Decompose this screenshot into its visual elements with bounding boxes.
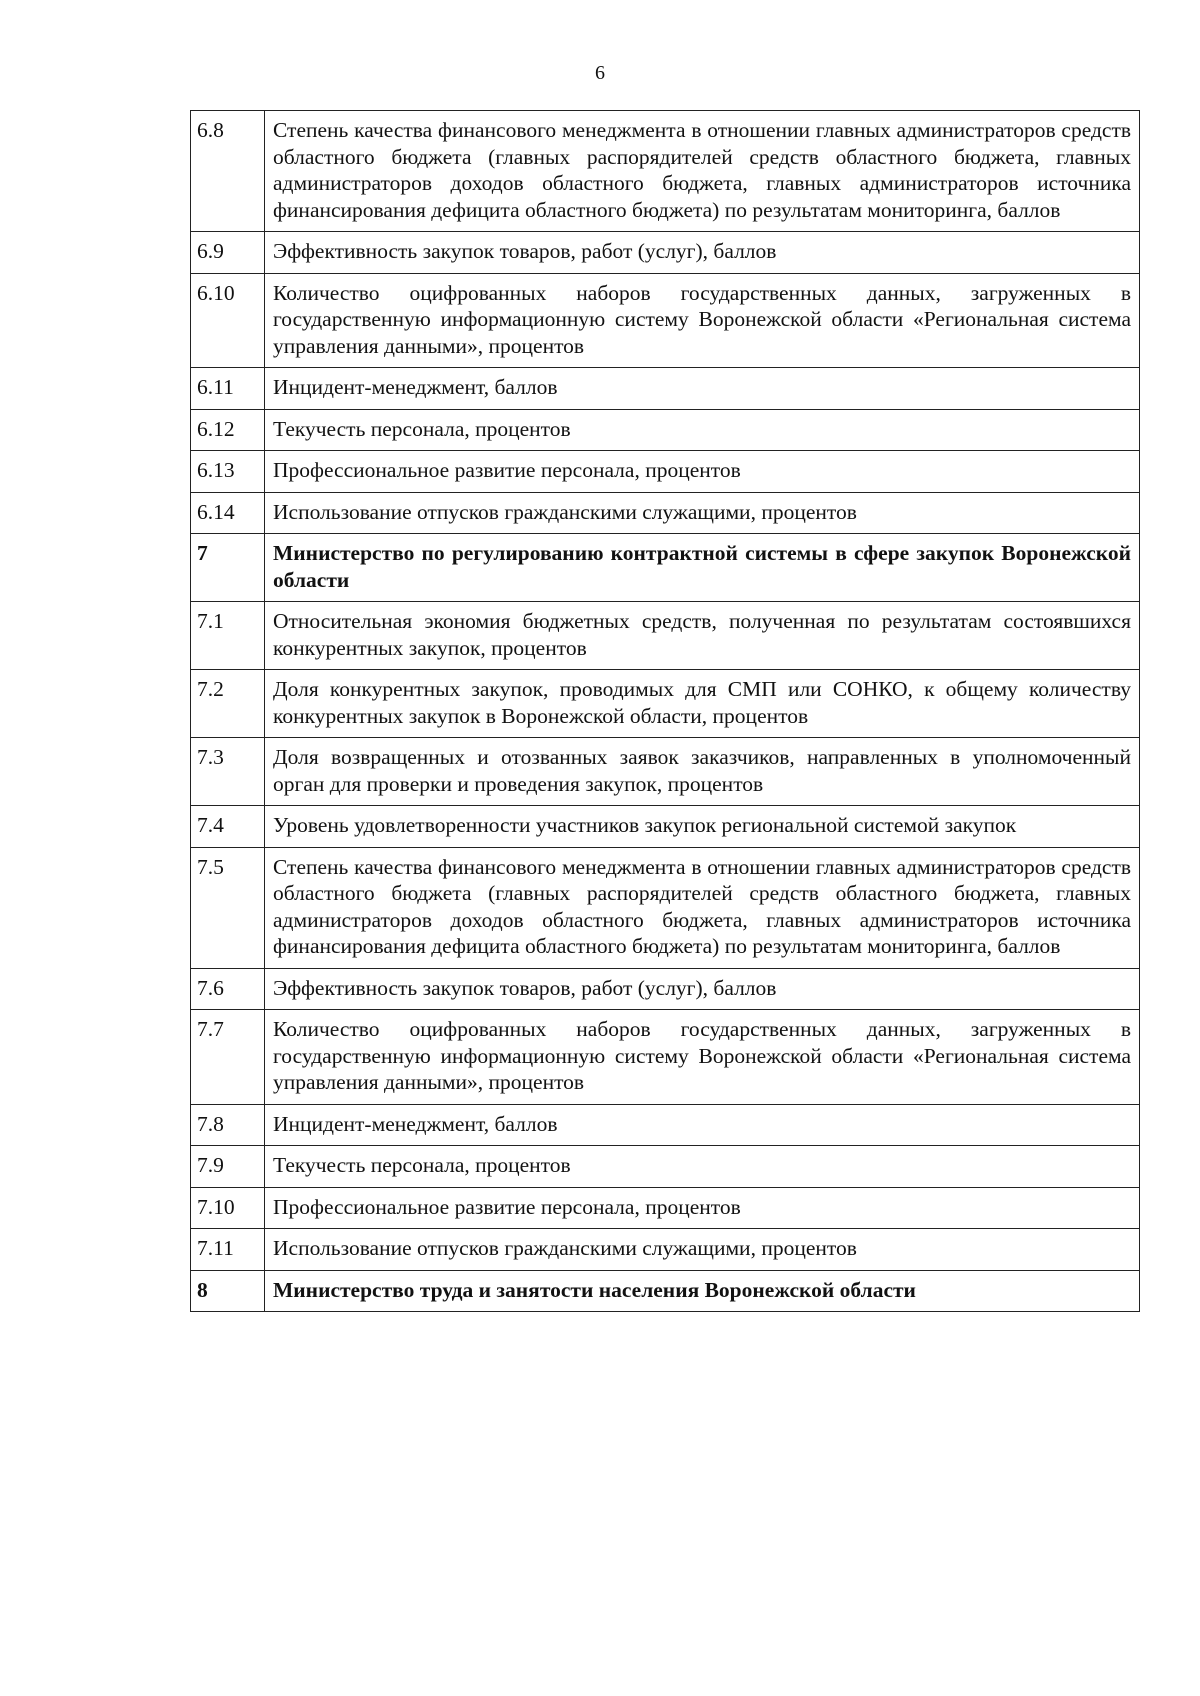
section-row: [191, 534, 1140, 602]
table-row: [191, 1187, 1140, 1229]
table-row: [191, 451, 1140, 493]
row-number: 6.8: [191, 111, 265, 232]
table-row: [191, 273, 1140, 368]
indicator-text: Профессиональное развитие персонала, процентов: [265, 1187, 1140, 1229]
table-row: [191, 806, 1140, 848]
row-number: 6.13: [191, 451, 265, 493]
table-row: [191, 968, 1140, 1010]
row-number: 7.7: [191, 1010, 265, 1105]
section-title: Министерство по регулированию контрактной системы в сфере закупок Воронежской области: [265, 534, 1140, 602]
indicator-text: Эффективность закупок товаров, работ (услуг), баллов: [265, 968, 1140, 1010]
section-number: 7: [191, 534, 265, 602]
indicator-text: Текучесть персонала, процентов: [265, 409, 1140, 451]
table-row: [191, 111, 1140, 232]
row-number: 7.6: [191, 968, 265, 1010]
indicator-text: Относительная экономия бюджетных средств, полученная по результатам состоявшихся конкурентных закупок, процентов: [265, 602, 1140, 670]
row-number: 6.14: [191, 492, 265, 534]
table-row: [191, 1146, 1140, 1188]
table-row: [191, 368, 1140, 410]
indicator-text: Профессиональное развитие персонала, процентов: [265, 451, 1140, 493]
indicator-text: Инцидент-менеджмент, баллов: [265, 1104, 1140, 1146]
row-number: 6.11: [191, 368, 265, 410]
table-row: [191, 1229, 1140, 1271]
section-row: [191, 1270, 1140, 1312]
table-row: [191, 847, 1140, 968]
indicator-text: Использование отпусков гражданскими служащими, процентов: [265, 492, 1140, 534]
indicator-text: Доля конкурентных закупок, проводимых для СМП или СОНКО, к общему количеству конкурентных закупок в Воронежской области, процентов: [265, 670, 1140, 738]
table-row: [191, 232, 1140, 274]
table-row: [191, 602, 1140, 670]
row-number: 7.2: [191, 670, 265, 738]
table-row: [191, 670, 1140, 738]
section-number: 8: [191, 1270, 265, 1312]
table-row: [191, 1010, 1140, 1105]
indicator-text: Степень качества финансового менеджмента в отношении главных администраторов средств областного бюджета (главных распорядителей средств областного бюджета, главных администраторов доходов областного бюджета, главных администраторов источника финансирования дефицита областного бюджета) по результатам мониторинга, баллов: [265, 847, 1140, 968]
row-number: 7.4: [191, 806, 265, 848]
row-number: 7.9: [191, 1146, 265, 1188]
table-body: [191, 111, 1140, 1312]
row-number: 7.3: [191, 738, 265, 806]
row-number: 6.10: [191, 273, 265, 368]
row-number: 6.12: [191, 409, 265, 451]
indicator-text: Использование отпусков гражданскими служащими, процентов: [265, 1229, 1140, 1271]
row-number: 7.5: [191, 847, 265, 968]
row-number: 7.10: [191, 1187, 265, 1229]
indicators-table: [190, 110, 1140, 1312]
row-number: 7.8: [191, 1104, 265, 1146]
indicator-text: Количество оцифрованных наборов государственных данных, загруженных в государственную информационную систему Воронежской области «Региональная система управления данными», процентов: [265, 273, 1140, 368]
table-row: [191, 409, 1140, 451]
row-number: 6.9: [191, 232, 265, 274]
page-number: 6: [595, 62, 605, 84]
indicator-text: Доля возвращенных и отозванных заявок заказчиков, направленных в уполномоченный орган для проверки и проведения закупок, процентов: [265, 738, 1140, 806]
section-title: Министерство труда и занятости населения Воронежской области: [265, 1270, 1140, 1312]
table-row: [191, 1104, 1140, 1146]
row-number: 7.1: [191, 602, 265, 670]
indicator-text: Инцидент-менеджмент, баллов: [265, 368, 1140, 410]
row-number: 7.11: [191, 1229, 265, 1271]
indicator-text: Эффективность закупок товаров, работ (услуг), баллов: [265, 232, 1140, 274]
indicator-text: Степень качества финансового менеджмента в отношении главных администраторов средств областного бюджета (главных распорядителей средств областного бюджета, главных администраторов доходов областного бюджета, главных администраторов источника финансирования дефицита областного бюджета) по результатам мониторинга, баллов: [265, 111, 1140, 232]
indicator-text: Текучесть персонала, процентов: [265, 1146, 1140, 1188]
indicator-text: Уровень удовлетворенности участников закупок региональной системой закупок: [265, 806, 1140, 848]
indicator-text: Количество оцифрованных наборов государственных данных, загруженных в государственную информационную систему Воронежской области «Региональная система управления данными», процентов: [265, 1010, 1140, 1105]
table-row: [191, 492, 1140, 534]
table-row: [191, 738, 1140, 806]
